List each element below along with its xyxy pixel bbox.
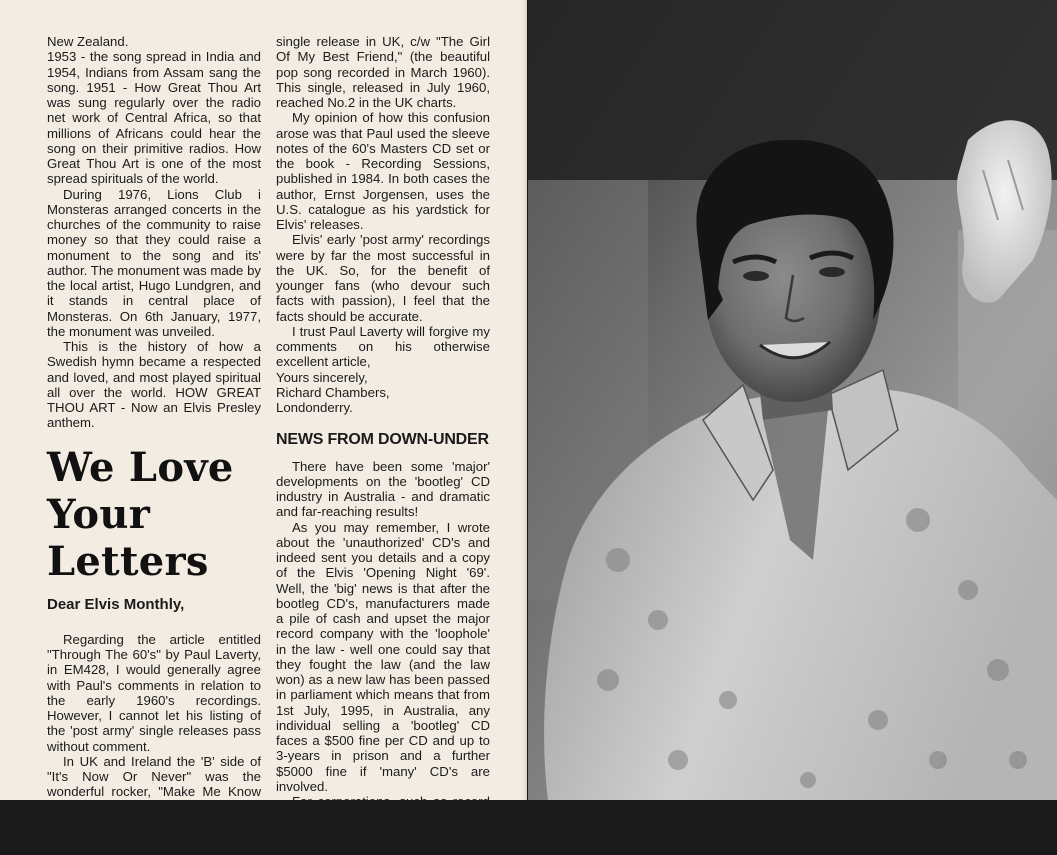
signoff-line-1: Yours sincerely, xyxy=(276,369,368,385)
elvis-portrait-illustration xyxy=(528,0,1057,800)
history-paragraph: This is the history of how a Swedish hymn became a respected and loved, and most played spiritual all over the world. HOW GREAT THOU ART - Now an Elvis Presley anthem. xyxy=(47,339,261,431)
signoff-line-2: Richard Chambers, xyxy=(276,384,390,400)
continued-paragraph: single release in UK, c/w "The Girl Of My Best Friend," (the beautiful pop song recorded in March 1960). This single, released in July 1960, reached No.2 in the UK charts. xyxy=(276,34,490,110)
elvis-photo xyxy=(528,0,1057,800)
letter-salutation: Dear Elvis Monthly, xyxy=(47,595,185,613)
letter-signoff xyxy=(276,370,490,416)
news-section-heading: NEWS FROM DOWN-UNDER xyxy=(276,431,489,449)
intro-line-1: New Zealand. xyxy=(47,34,129,49)
letters-headline xyxy=(47,444,261,585)
corporations-paragraph: For corporations, such as record shops etc, it's much, much worse, where fines start at $2,500 and go up xyxy=(276,794,490,855)
lions-club-paragraph: During 1976, Lions Club i Monsteras arranged concerts in the churches of the community to raise money so that they could raise a monument to the song and its' author. The monument was made by the local artist, Hugo Lundgren, and it stands in central place of Monsteras. On 6th January, 1977, the monument was unveiled. xyxy=(47,186,261,339)
left-page xyxy=(0,0,527,855)
headline-line-3: Letters xyxy=(47,537,209,585)
major-developments-paragraph: There have been some 'major' developments on the 'bootleg' CD industry in Australia - and dramatic and far-reaching results! xyxy=(276,458,490,520)
remember-paragraph: As you may remember, I wrote about the 'unauthorized' CD's and indeed sent you details and a copy of the Elvis 'Opening Night '69'. Well, the 'big' news is that after the bootleg CD's, manufacturers made a pile of cash and upset the major record company with the 'loophole' in the law - well one could say that they fought the law (and the law won) as a new law has been passed in parliament which means that from 1st July, 1995, in Australia, any individual selling a 'bootleg' CD faces a $500 fine per CD and up to 3-years in prison and a further $5000 fine if 'many' CD's are involved. xyxy=(276,519,490,794)
intro-paragraph: 1953 - the song spread in India and 1954, Indians from Assam sang the song. 1951 - How Great Thou Art was sung regularly over the radio net work of Central Africa, so that millions of Africans could hear the song on their primitive radios. How Great Thou Art is one of the most spread spirituals of the world. xyxy=(47,49,261,187)
signoff-line-3: Londonderry. xyxy=(276,400,353,415)
headline-line-2: Your xyxy=(47,490,151,538)
post-army-paragraph: Elvis' early 'post army' recordings were by far the most successful in the UK. So, for the benefit of younger fans (who devour such facts with passion), I feel that the facts should be accurate. xyxy=(276,232,490,324)
text-column-2 xyxy=(276,34,490,855)
uk-b-side-paragraph: In UK and Ireland the 'B' side of "It's Now Or Never" was the wonderful rocker, "Make Me Know It" and NOT "Mess Of Blues." "Mess Of Blues" was, in fact, Elvis' second xyxy=(47,753,261,830)
regarding-paragraph: Regarding the article entitled "Through The 60's" by Paul Laverty, in EM428, I would generally agree with Paul's comments in relation to the early 1960's recordings. However, I cannot let his listing of the 'post army' single releases pass without comment. xyxy=(47,631,261,754)
opinion-paragraph: My opinion of how this confusion arose was that Paul used the sleeve notes of the 60's Masters CD set or the book - Recording Sessions, published in 1984. In both cases the author, Ernst Jorgensen, uses the U.S. catalogue as his yardstick for Elvis' releases. xyxy=(276,110,490,232)
trust-paragraph: I trust Paul Laverty will forgive my comments on his otherwise excellent article, xyxy=(276,323,490,370)
headline-line-1: We Love xyxy=(47,443,234,491)
text-column-1 xyxy=(47,34,261,830)
